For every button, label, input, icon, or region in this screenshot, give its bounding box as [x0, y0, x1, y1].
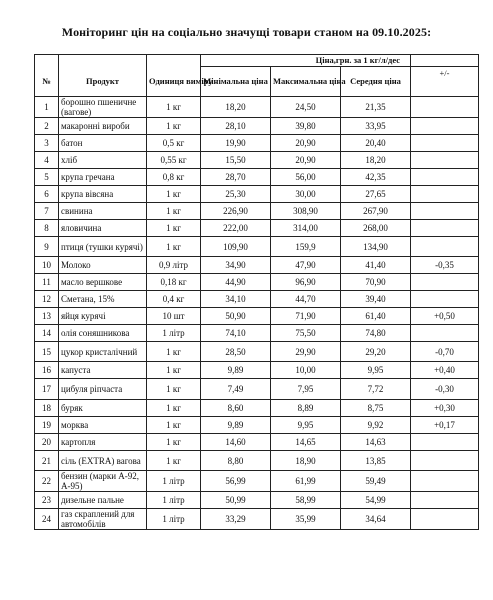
unit-cell: 1 літр — [147, 471, 201, 492]
unit-cell: 1 кг — [147, 434, 201, 451]
change-cell — [411, 135, 479, 152]
row-number: 3 — [35, 135, 59, 152]
row-number: 4 — [35, 152, 59, 169]
max-price-cell: 8,89 — [271, 400, 341, 417]
min-price-cell: 25,30 — [201, 186, 271, 203]
table-row — [35, 274, 479, 291]
min-price-cell: 9,89 — [201, 417, 271, 434]
max-price-cell: 96,90 — [271, 274, 341, 291]
header-unit: Одиниця виміру — [147, 67, 201, 97]
avg-price-cell: 134,90 — [341, 237, 411, 257]
table-row — [35, 417, 479, 434]
product-name: батон — [59, 135, 147, 152]
table-row — [35, 169, 479, 186]
change-cell — [411, 471, 479, 492]
product-name: хліб — [59, 152, 147, 169]
product-name: свинина — [59, 203, 147, 220]
table-row — [35, 257, 479, 274]
row-number: 6 — [35, 186, 59, 203]
change-cell — [411, 274, 479, 291]
avg-price-cell: 18,20 — [341, 152, 411, 169]
avg-price-cell: 41,40 — [341, 257, 411, 274]
unit-cell: 0,4 кг — [147, 291, 201, 308]
max-price-cell: 35,99 — [271, 509, 341, 530]
max-price-cell: 29,90 — [271, 342, 341, 362]
unit-cell: 1 кг — [147, 379, 201, 400]
min-price-cell: 18,20 — [201, 97, 271, 118]
row-number: 10 — [35, 257, 59, 274]
header-min-price: Мінімальна ціна — [201, 67, 271, 97]
change-cell: +0,50 — [411, 308, 479, 325]
table-row — [35, 118, 479, 135]
header-no: № — [35, 67, 59, 97]
change-cell — [411, 451, 479, 471]
unit-cell: 1 кг — [147, 97, 201, 118]
avg-price-cell: 29,20 — [341, 342, 411, 362]
header-price-group: Ціна,грн. за 1 кг/л/дес — [201, 55, 411, 67]
row-number: 11 — [35, 274, 59, 291]
min-price-cell: 14,60 — [201, 434, 271, 451]
table-row — [35, 220, 479, 237]
max-price-cell: 75,50 — [271, 325, 341, 342]
min-price-cell: 222,00 — [201, 220, 271, 237]
avg-price-cell: 33,95 — [341, 118, 411, 135]
change-cell — [411, 434, 479, 451]
row-number: 17 — [35, 379, 59, 400]
row-number: 18 — [35, 400, 59, 417]
row-number: 14 — [35, 325, 59, 342]
product-name: буряк — [59, 400, 147, 417]
min-price-cell: 34,10 — [201, 291, 271, 308]
unit-cell: 1 кг — [147, 237, 201, 257]
table-row — [35, 471, 479, 492]
table-row — [35, 237, 479, 257]
product-name: сіль (EXTRA) вагова — [59, 451, 147, 471]
table-row — [35, 400, 479, 417]
table-row — [35, 509, 479, 530]
header-cell-empty — [35, 55, 59, 67]
max-price-cell: 71,90 — [271, 308, 341, 325]
max-price-cell: 18,90 — [271, 451, 341, 471]
unit-cell: 1 літр — [147, 325, 201, 342]
row-number: 19 — [35, 417, 59, 434]
row-number: 9 — [35, 237, 59, 257]
min-price-cell: 34,90 — [201, 257, 271, 274]
table-row — [35, 135, 479, 152]
row-number: 2 — [35, 118, 59, 135]
product-name: олія соняшникова — [59, 325, 147, 342]
avg-price-cell: 13,85 — [341, 451, 411, 471]
change-cell — [411, 220, 479, 237]
min-price-cell: 9,89 — [201, 362, 271, 379]
min-price-cell: 28,10 — [201, 118, 271, 135]
table-row — [35, 308, 479, 325]
min-price-cell: 56,99 — [201, 471, 271, 492]
min-price-cell: 8,80 — [201, 451, 271, 471]
product-name: яловичина — [59, 220, 147, 237]
max-price-cell: 24,50 — [271, 97, 341, 118]
max-price-cell: 44,70 — [271, 291, 341, 308]
change-cell — [411, 325, 479, 342]
product-name: цукор кристалічний — [59, 342, 147, 362]
min-price-cell: 8,60 — [201, 400, 271, 417]
change-cell — [411, 291, 479, 308]
row-number: 7 — [35, 203, 59, 220]
product-name: капуста — [59, 362, 147, 379]
max-price-cell: 14,65 — [271, 434, 341, 451]
avg-price-cell: 54,99 — [341, 492, 411, 509]
row-number: 8 — [35, 220, 59, 237]
header-avg-price: Середня ціна — [341, 67, 411, 97]
unit-cell: 1 кг — [147, 451, 201, 471]
avg-price-cell: 14,63 — [341, 434, 411, 451]
product-name: масло вершкове — [59, 274, 147, 291]
max-price-cell: 7,95 — [271, 379, 341, 400]
change-cell: +0,30 — [411, 400, 479, 417]
change-cell — [411, 152, 479, 169]
table-row — [35, 203, 479, 220]
avg-price-cell: 268,00 — [341, 220, 411, 237]
change-cell: +0,17 — [411, 417, 479, 434]
max-price-cell: 47,90 — [271, 257, 341, 274]
min-price-cell: 7,49 — [201, 379, 271, 400]
price-table — [34, 54, 479, 530]
table-row — [35, 186, 479, 203]
max-price-cell: 159,9 — [271, 237, 341, 257]
row-number: 24 — [35, 509, 59, 530]
min-price-cell: 28,50 — [201, 342, 271, 362]
header-max-price: Максимальна ціна — [271, 67, 341, 97]
product-name: борошно пшеничне (вагове) — [59, 97, 147, 118]
change-cell: -0,70 — [411, 342, 479, 362]
row-number: 12 — [35, 291, 59, 308]
avg-price-cell: 27,65 — [341, 186, 411, 203]
unit-cell: 0,55 кг — [147, 152, 201, 169]
row-number: 21 — [35, 451, 59, 471]
unit-cell: 0,18 кг — [147, 274, 201, 291]
row-number: 13 — [35, 308, 59, 325]
avg-price-cell: 8,75 — [341, 400, 411, 417]
unit-cell: 1 кг — [147, 186, 201, 203]
row-number: 22 — [35, 471, 59, 492]
max-price-cell: 56,00 — [271, 169, 341, 186]
max-price-cell: 308,90 — [271, 203, 341, 220]
product-name: макаронні вироби — [59, 118, 147, 135]
unit-cell: 1 літр — [147, 509, 201, 530]
page-title: Моніторинг цін на соціально значущі товари станом на 09.10.2025: — [61, 25, 432, 39]
change-cell — [411, 97, 479, 118]
avg-price-cell: 9,95 — [341, 362, 411, 379]
table-row — [35, 152, 479, 169]
product-name: яйця курячі — [59, 308, 147, 325]
max-price-cell: 20,90 — [271, 135, 341, 152]
change-cell — [411, 186, 479, 203]
row-number: 23 — [35, 492, 59, 509]
header-product: Продукт — [59, 67, 147, 97]
unit-cell: 1 кг — [147, 118, 201, 135]
product-name: цибуля ріпчаста — [59, 379, 147, 400]
header-cell-empty — [59, 55, 147, 67]
avg-price-cell: 59,49 — [341, 471, 411, 492]
min-price-cell: 15,50 — [201, 152, 271, 169]
table-row — [35, 97, 479, 118]
avg-price-cell: 42,35 — [341, 169, 411, 186]
change-cell — [411, 118, 479, 135]
row-number: 15 — [35, 342, 59, 362]
change-cell — [411, 237, 479, 257]
min-price-cell: 19,90 — [201, 135, 271, 152]
unit-cell: 1 кг — [147, 342, 201, 362]
row-number: 5 — [35, 169, 59, 186]
change-cell: +0,40 — [411, 362, 479, 379]
min-price-cell: 50,99 — [201, 492, 271, 509]
avg-price-cell: 21,35 — [341, 97, 411, 118]
max-price-cell: 314,00 — [271, 220, 341, 237]
header-change: +/- — [411, 67, 479, 97]
product-name: Молоко — [59, 257, 147, 274]
product-name: морква — [59, 417, 147, 434]
row-number: 16 — [35, 362, 59, 379]
max-price-cell: 9,95 — [271, 417, 341, 434]
product-name: крупа гречана — [59, 169, 147, 186]
min-price-cell: 28,70 — [201, 169, 271, 186]
product-name: Сметана, 15% — [59, 291, 147, 308]
unit-cell: 1 кг — [147, 203, 201, 220]
max-price-cell: 61,99 — [271, 471, 341, 492]
avg-price-cell: 74,80 — [341, 325, 411, 342]
avg-price-cell: 34,64 — [341, 509, 411, 530]
product-name: крупа вівсяна — [59, 186, 147, 203]
change-cell — [411, 169, 479, 186]
table-row — [35, 325, 479, 342]
unit-cell: 0,8 кг — [147, 169, 201, 186]
unit-cell: 1 літр — [147, 492, 201, 509]
product-name: птиця (тушки курячі) — [59, 237, 147, 257]
max-price-cell: 30,00 — [271, 186, 341, 203]
unit-cell: 1 кг — [147, 417, 201, 434]
row-number: 1 — [35, 97, 59, 118]
min-price-cell: 33,29 — [201, 509, 271, 530]
min-price-cell: 50,90 — [201, 308, 271, 325]
unit-cell: 1 кг — [147, 400, 201, 417]
change-cell: -0,30 — [411, 379, 479, 400]
avg-price-cell: 39,40 — [341, 291, 411, 308]
row-number: 20 — [35, 434, 59, 451]
unit-cell: 1 кг — [147, 362, 201, 379]
max-price-cell: 20,90 — [271, 152, 341, 169]
min-price-cell: 109,90 — [201, 237, 271, 257]
unit-cell: 1 кг — [147, 220, 201, 237]
change-cell — [411, 203, 479, 220]
table-row — [35, 291, 479, 308]
avg-price-cell: 7,72 — [341, 379, 411, 400]
unit-cell: 0,5 кг — [147, 135, 201, 152]
product-name: дизельне пальне — [59, 492, 147, 509]
header-cell-empty — [147, 55, 201, 67]
max-price-cell: 58,99 — [271, 492, 341, 509]
table-row — [35, 379, 479, 400]
change-cell: -0,35 — [411, 257, 479, 274]
product-name: бензин (марки А-92, А-95) — [59, 471, 147, 492]
product-name: газ скраплений для автомобілів — [59, 509, 147, 530]
header-cell-empty — [411, 55, 479, 67]
unit-cell: 10 шт — [147, 308, 201, 325]
unit-cell: 0,9 літр — [147, 257, 201, 274]
table-row — [35, 434, 479, 451]
avg-price-cell: 267,90 — [341, 203, 411, 220]
table-row — [35, 362, 479, 379]
min-price-cell: 226,90 — [201, 203, 271, 220]
table-row — [35, 342, 479, 362]
min-price-cell: 44,90 — [201, 274, 271, 291]
change-cell — [411, 509, 479, 530]
min-price-cell: 74,10 — [201, 325, 271, 342]
avg-price-cell: 70,90 — [341, 274, 411, 291]
change-cell — [411, 492, 479, 509]
product-name: картопля — [59, 434, 147, 451]
max-price-cell: 39,80 — [271, 118, 341, 135]
table-row — [35, 492, 479, 509]
avg-price-cell: 20,40 — [341, 135, 411, 152]
table-row — [35, 451, 479, 471]
avg-price-cell: 61,40 — [341, 308, 411, 325]
avg-price-cell: 9,92 — [341, 417, 411, 434]
max-price-cell: 10,00 — [271, 362, 341, 379]
